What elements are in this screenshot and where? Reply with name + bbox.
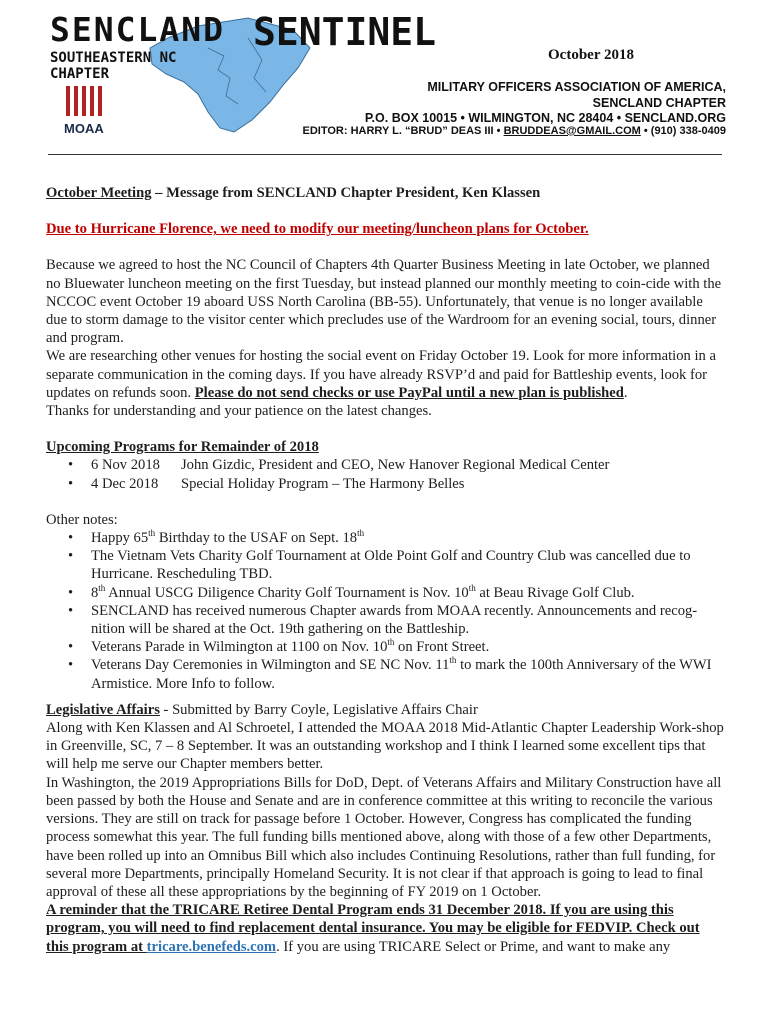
program-date: 6 Nov 2018 [91,457,160,474]
thanks-paragraph: Thanks for understanding and your patience on the latest changes. [46,403,432,420]
notes-list [46,529,724,693]
meeting-paragraph: Because we agreed to host the NC Council of Chapters 4th Quarter Business Meeting in late October, we planned no Bluewater luncheon meeting on the first Tuesday, but instead planned our monthly meeting to coin-cide with the NCCOC event October 19 aboard USS North Carolina (BB-55). Unfortunately, that venue is no longer available due to storm damage to the visitor center which precludes use of the Wardroom for an evening social, tours, dinner and program. [46,257,722,347]
note-item: • SENCLAND has received numerous Chapter awards from MOAA recently. Announcements and recog-nition will be shared at the Oct. 19th gathering on the Battleship. [46,602,724,638]
program-item [46,475,724,493]
appropriations-paragraph: In Washington, the 2019 Appropriations Bills for DoD, Dept. of Veterans Affairs and Military Construction have all been passed by both the House and Senate and are in conference committee at this writing to reconcile the various versions. They are still on track for passage before 1 October. However, Congress has complicated the funding process somewhat this year. The full funding bills mentioned above, along with those of a few other Departments, have been rolled up into an Omnibus Bill which also includes Continuing Resolutions, rather than full funding, for several more Departments, principally Homeland Security. It is not clear if that approach is going to lead to final approval of these all these appropriations by the beginning of FY 2019 on 1 October. [46,774,722,900]
address-line: P.O. BOX 10015 • WILMINGTON, NC 28404 • SENCLAND.ORG [364,111,726,125]
tricare-reminder: A reminder that the TRICARE Retiree Dental Program ends 31 December 2018. If you are using this program, you will need to find replacement dental insurance. You may be eligible for FEDVIP. Check out this program at [46,902,700,955]
venue-text: We are researching other venues for hosting the social event on Friday October 19. Look for more information in a separate communication in the coming days. If you have already RSVP’d and paid for Battleship events, look for updates on refunds soon. [46,348,716,401]
note-item: • The Vietnam Vets Charity Golf Tournament at Olde Point Golf and Country Club was cancelled due to Hurricane. Rescheduling TBD. [46,547,724,583]
subtitle-region: SOUTHEASTERN NC [50,50,177,66]
issue-date: October 2018 [548,47,634,63]
title-sencland: SENCLAND [50,10,225,49]
venue-paragraph [46,347,724,402]
moaa-logo: MOAA [64,121,104,136]
title-sentinel: SENTINEL [253,10,437,54]
org-name: MILITARY OFFICERS ASSOCIATION OF AMERICA, [427,80,726,94]
header-divider [48,154,722,155]
meeting-heading [46,184,724,202]
legislative-paragraph: Along with Ken Klassen and Al Schroetel, I attended the MOAA 2018 Mid-Atlantic Chapter Leadership Work-shop in Greenville, SC, 7 – 8 September. It was an outstanding workshop and I think I learned some excellent tips that will help me serve our Chapter members better. [46,720,724,773]
meeting-heading-rest: – Message from SENCLAND Chapter President, Ken Klassen [151,185,541,201]
editor-email-link[interactable]: BRUDDEAS@GMAIL.COM [503,125,641,137]
note-item: • Veterans Parade in Wilmington at 1100 on Nov. 10th on Front Street. [46,638,724,656]
program-item [46,456,724,474]
program-text: John Gizdic, President and CEO, New Hanover Regional Medical Center [181,457,610,474]
editor-name: EDITOR: HARRY L. “BRUD” DEAS III • [302,125,504,137]
masthead [0,0,770,165]
hurricane-alert: Due to Hurricane Florence, we need to modify our meeting/luncheon plans for October. [46,221,589,238]
flag-icon [66,86,102,116]
legislative-title: Legislative Affairs [46,701,160,718]
subtitle-chapter: CHAPTER [50,66,110,82]
program-text: Special Holiday Program – The Harmony Belles [181,475,465,492]
legislative-byline: - Submitted by Barry Coyle, Legislative Affairs Chair [159,701,478,718]
chapter-name: SENCLAND CHAPTER [592,96,726,110]
venue-period: . [623,384,628,401]
note-item: • Happy 65th Birthday to the USAF on Sept. 18th [46,529,724,547]
programs-heading: Upcoming Programs for Remainder of 2018 [46,439,319,456]
editor-line [303,125,726,137]
tricare-paragraph [46,901,724,956]
notes-heading: Other notes: [46,511,118,528]
program-date: 4 Dec 2018 [91,475,159,492]
newsletter-body [46,184,724,956]
note-item: • 8th Annual USCG Diligence Charity Golf Tournament is Nov. 10th at Beau Rivage Golf Club. [46,584,724,602]
note-item: • Veterans Day Ceremonies in Wilmington and SE NC Nov. 11th to mark the 100th Anniversary of the WWI Armistice. More Info to follow. [46,656,724,692]
programs-list [46,456,724,492]
paypal-warning: Please do not send checks or use PayPal until a new plan is published [194,384,624,401]
legislative-heading [46,701,724,719]
tricare-link[interactable]: tricare.benefeds.com [146,938,277,955]
meeting-heading-label: October Meeting [46,185,152,201]
editor-phone: • (910) 338-0409 [640,125,726,137]
tricare-tail: . If you are using TRICARE Select or Prime, and want to make any [276,938,671,955]
